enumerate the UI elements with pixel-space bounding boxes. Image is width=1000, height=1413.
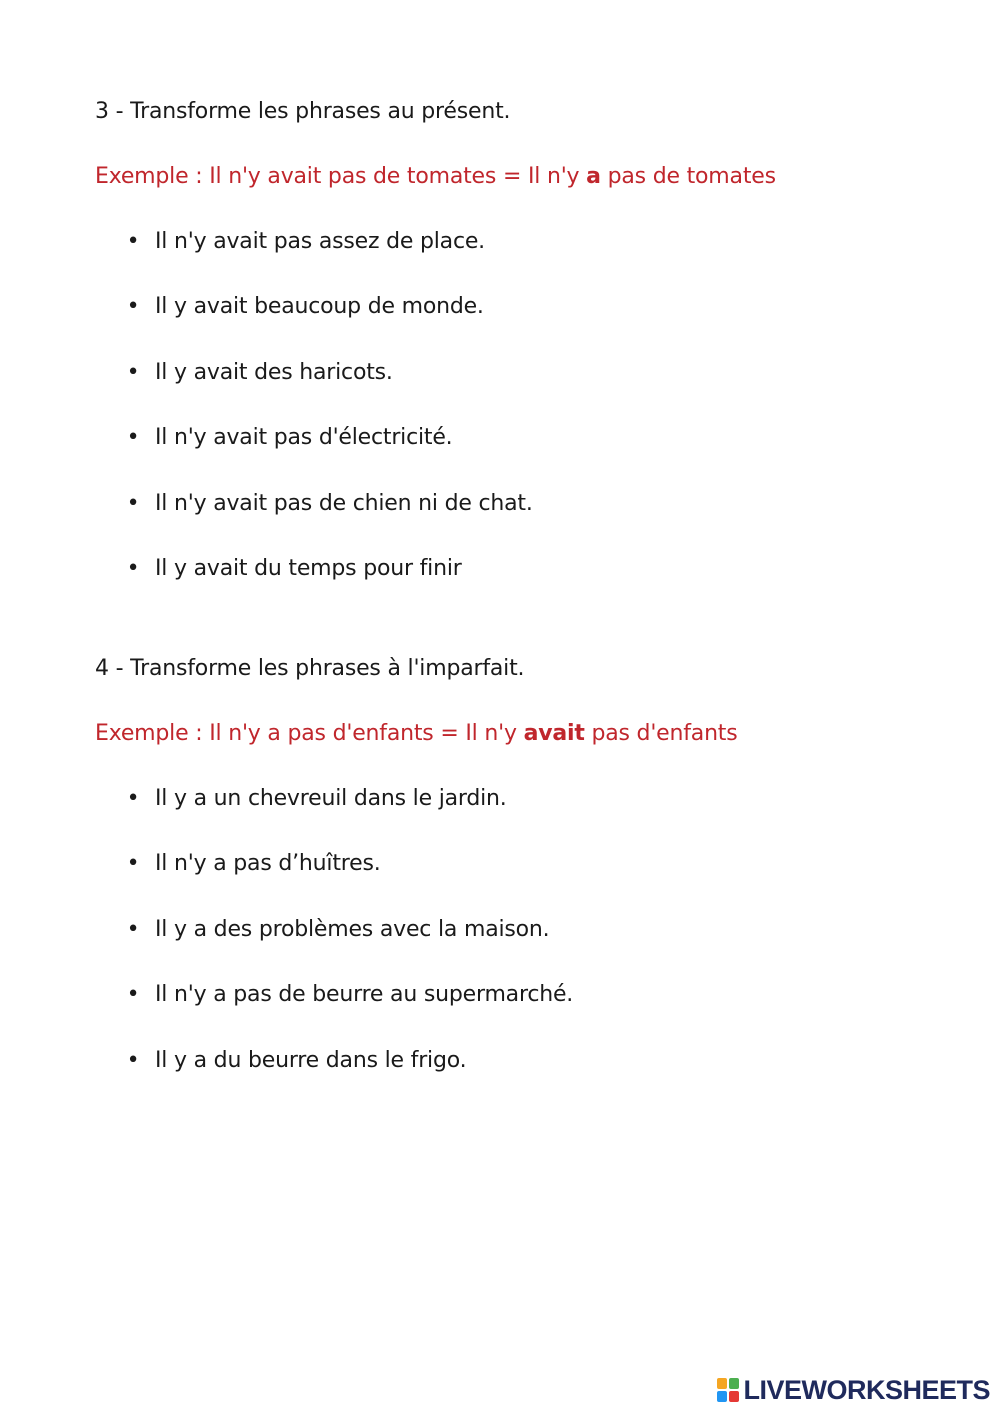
exercise-4-example: Exemple : Il n'y a pas d'enfants = Il n'y avait pas d'enfants — [95, 721, 738, 746]
list-item — [95, 1045, 955, 1077]
bullet: • — [126, 490, 140, 516]
exercise-4 — [95, 653, 955, 1110]
list-item — [95, 488, 955, 520]
bullet: • — [126, 916, 140, 942]
sentence: Il y a des problèmes avec la maison. — [155, 916, 550, 942]
list-item — [95, 422, 955, 454]
sentence: Il n'y avait pas assez de place. — [155, 229, 485, 254]
sentence: Il y avait du temps pour finir — [155, 555, 462, 581]
exercise-3-heading: 3 - Transforme les phrases au présent. — [95, 99, 511, 124]
sentence: Il y avait beaucoup de monde. — [155, 294, 484, 320]
bullet: • — [126, 555, 140, 581]
example-answer: avait — [523, 721, 585, 746]
list-item — [95, 357, 955, 389]
sentence: Il n'y avait pas de chien ni de chat. — [155, 490, 533, 516]
bullet: • — [126, 982, 140, 1008]
list-item — [95, 914, 955, 946]
liveworksheets-logo — [717, 1375, 990, 1405]
bullet: • — [126, 229, 140, 254]
list-item — [95, 848, 955, 880]
bullet: • — [126, 1047, 140, 1073]
sentence: Il y a un chevreuil dans le jardin. — [155, 786, 507, 811]
sentence: Il y a du beurre dans le frigo. — [155, 1047, 467, 1073]
list-item — [95, 783, 955, 815]
bullet: • — [126, 425, 140, 451]
list-item — [95, 226, 955, 258]
exercise-4-heading: 4 - Transforme les phrases à l'imparfait. — [95, 656, 525, 681]
sentence: Il y avait des haricots. — [155, 359, 393, 385]
exercise-3 — [95, 96, 955, 618]
bullet: • — [126, 786, 140, 811]
example-answer: a — [586, 164, 601, 189]
sentence: Il n'y a pas d’huîtres. — [155, 851, 381, 877]
sentence: Il n'y a pas de beurre au supermarché. — [155, 982, 574, 1008]
liveworksheets-logo-icon — [717, 1378, 739, 1402]
bullet: • — [126, 851, 140, 877]
bullet: • — [126, 359, 140, 385]
sentence: Il n'y avait pas d'électricité. — [155, 425, 453, 451]
list-item — [95, 979, 955, 1011]
liveworksheets-logo-text: LIVEWORKSHEETS — [743, 1374, 990, 1405]
bullet: • — [126, 294, 140, 320]
exercise-3-example: Exemple : Il n'y avait pas de tomates = Il n'y a pas de tomates — [95, 164, 776, 189]
exercise-3-list — [95, 226, 955, 585]
list-item — [95, 291, 955, 323]
list-item — [95, 553, 955, 585]
exercise-4-list — [95, 783, 955, 1077]
